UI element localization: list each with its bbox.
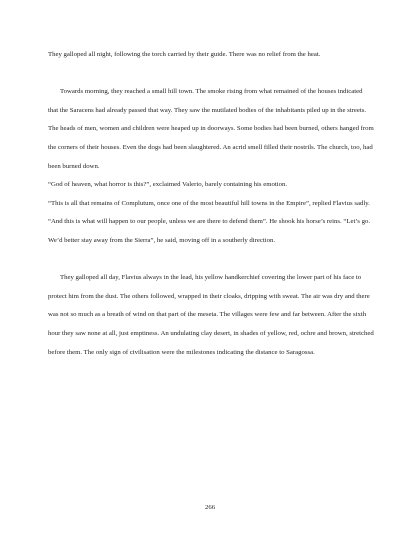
paragraph-day-gallop: They galloped all day, Flavius always in the lead, his yellow handkerchief covering the lower part of his face to protect him from the dust. The others followed, wrapped in their cloaks, dripping with sweat. The air was dry and there was not so much as a breath of wind on that part of the meseta. The villages were few and far between. After the sixth hour they saw none at all, just emptiness. An undulating clay desert, in shades of yellow, red, ochre and brown, stretched before them. The only sign of civilisation were the milestones indicating the distance to Saragossa.: [48, 274, 374, 356]
paragraph-valerio-exclaims: “God of heaven, what horror is this?”, exclaimed Valerio, barely containing his emotion.: [48, 181, 288, 189]
paragraph-hill-town: Towards morning, they reached a small hill town. The smoke rising from what remained of the houses indicated that the Saracens had already passed that way. They saw the mutilated bodies of the inhabitants piled up in the streets. The heads of men, women and children were heaped up in doorways. Some bodies had been burned, others hanged from the corners of their houses. Even the dogs had been slaughtered. An acrid smell filled their nostrils. The church, too, had been burned down.: [48, 88, 374, 170]
page-number: 266: [204, 504, 216, 511]
paragraph-night-gallop: They galloped all night, following the torch carried by their guide. There was no relief from the heat.: [48, 51, 321, 58]
paragraph-spacer: [48, 251, 374, 270]
paragraph-spacer: [48, 65, 374, 84]
paragraph-flavius-replies: “This is all that remains of Complutum, once one of the most beautiful hill towns in the Empire”, replied Flavius sadly. “And this is what will happen to our people, unless we are there to defend them”. He shook his horse’s reins. “Let’s go. We’d better stay away from the Sierra”, he said, moving off in a southerly direction.: [48, 199, 371, 244]
